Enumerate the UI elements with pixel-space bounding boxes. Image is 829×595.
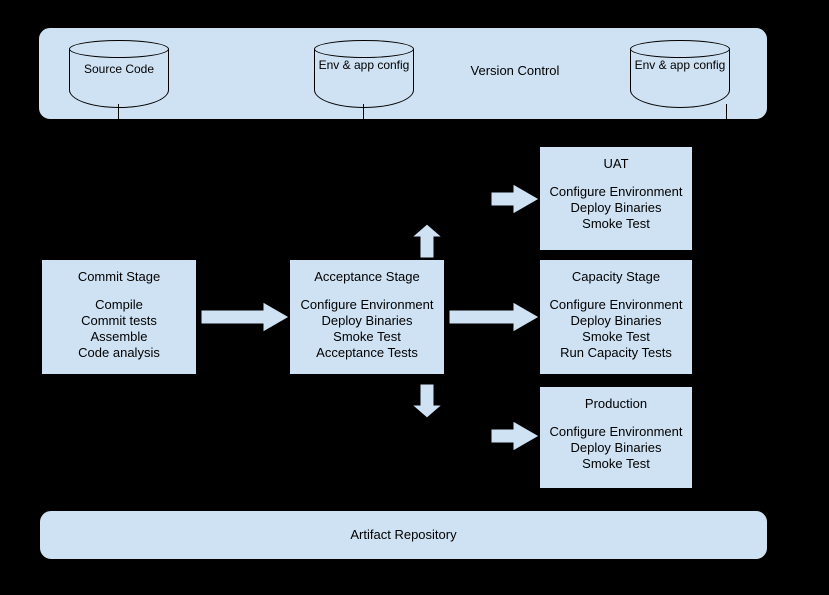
- arrow-acceptance-down: [412, 384, 442, 418]
- stage-step: Smoke Test: [582, 456, 650, 471]
- datastore-label: Source Code: [83, 62, 155, 76]
- stage-step: Deploy Binaries: [570, 200, 662, 215]
- datastore-label: Env & app config: [634, 58, 726, 72]
- stage-step: Configure Environment: [549, 297, 683, 312]
- stage-step: Deploy Binaries: [321, 313, 413, 328]
- datastore-env-app-config-2: [630, 40, 730, 108]
- datastore-source-code: [69, 40, 169, 108]
- stage-acceptance-stage[interactable]: [289, 259, 445, 375]
- stage-steps: [42, 285, 196, 361]
- artifact-repository-label: Artifact Repository: [350, 527, 457, 542]
- stage-step: Deploy Binaries: [570, 440, 662, 455]
- stage-steps: [290, 285, 444, 361]
- arrow-to-uat: [491, 184, 539, 214]
- cylinder-top: [314, 40, 414, 58]
- stage-step: Smoke Test: [582, 329, 650, 344]
- stage-step: Commit tests: [81, 313, 157, 328]
- arrow-to-capacity: [449, 302, 539, 332]
- cylinder-top: [630, 40, 730, 58]
- stage-step: Configure Environment: [549, 184, 683, 199]
- stage-commit-stage[interactable]: [41, 259, 197, 375]
- connector-env-config-2: [726, 104, 727, 134]
- stage-title: Acceptance Stage: [314, 269, 420, 284]
- datastore-label: Env & app config: [318, 58, 410, 72]
- stage-step: Deploy Binaries: [570, 313, 662, 328]
- stage-title: UAT: [603, 156, 629, 171]
- stage-step: Code analysis: [78, 345, 160, 360]
- stage-step: Smoke Test: [582, 216, 650, 231]
- stage-steps: [540, 172, 692, 232]
- stage-step: Compile: [95, 297, 143, 312]
- stage-steps: [540, 412, 692, 472]
- arrow-to-production: [491, 421, 539, 451]
- stage-step: Acceptance Tests: [316, 345, 418, 360]
- stage-step: Run Capacity Tests: [560, 345, 672, 360]
- arrow-acceptance-up: [412, 224, 442, 258]
- stage-capacity-stage[interactable]: [539, 259, 693, 375]
- stage-uat[interactable]: [539, 146, 693, 251]
- version-control-label: Version Control: [470, 63, 560, 78]
- connector-env-config-1: [363, 104, 364, 134]
- cylinder-top: [69, 40, 169, 58]
- stage-title: Commit Stage: [77, 269, 161, 284]
- connector-source-code: [118, 104, 119, 134]
- stage-step: Smoke Test: [333, 329, 401, 344]
- stage-steps: [540, 285, 692, 361]
- stage-title: Production: [584, 396, 648, 411]
- arrow-commit-to-acceptance: [201, 302, 289, 332]
- stage-production[interactable]: [539, 386, 693, 489]
- stage-title: Capacity Stage: [571, 269, 661, 284]
- stage-step: Assemble: [90, 329, 148, 344]
- stage-step: Configure Environment: [549, 424, 683, 439]
- datastore-env-app-config-1: [314, 40, 414, 108]
- stage-step: Configure Environment: [300, 297, 434, 312]
